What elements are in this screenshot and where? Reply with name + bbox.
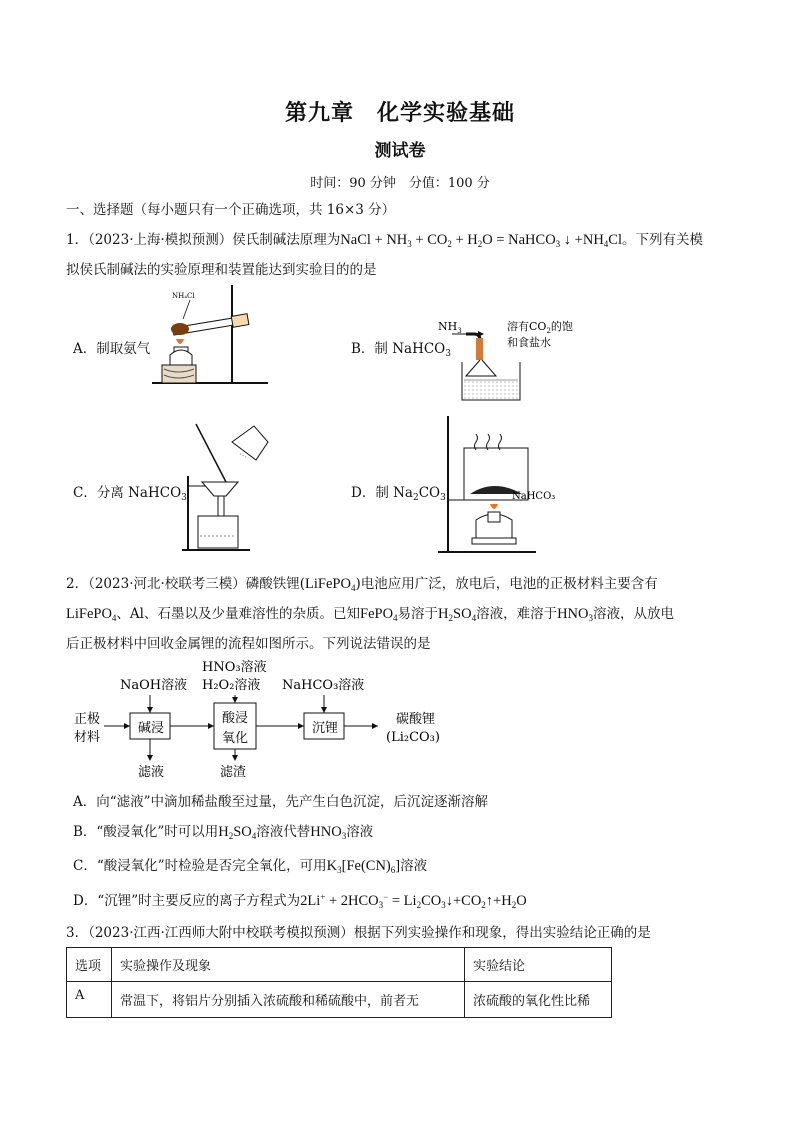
q3-row-a-conclusion: 浓硫酸的氧化性比稀 xyxy=(465,982,612,1018)
q3-row-a-option: A xyxy=(67,982,112,1018)
q1-stem-line1: 1．（2023·上海·模拟预测）侯氏制碱法原理为NaCl + $NH_3 + CO_2 + H_2O$ = NaHCO$_3$ ↓ $+NH_4Cl$。下列有关模 xyxy=(66,232,703,249)
q3-header-conclusion: 实验结论 xyxy=(465,948,612,982)
q3-header-option: 选项 xyxy=(67,948,112,982)
apparatus-c-figure xyxy=(180,418,280,554)
apparatus-a-label: NH₄Cl xyxy=(172,292,195,300)
q2-option-b: B．“酸浸氧化”时可以用$H_2SO_4$溶液代替$HNO_3$溶液 xyxy=(73,824,374,841)
flow-start-line1: 正极 xyxy=(74,712,101,727)
q3-header-operation: 实验操作及现象 xyxy=(112,948,465,982)
recovery-flowchart xyxy=(66,655,486,785)
flow-reagent-h2o2: H₂O₂溶液 xyxy=(202,678,261,693)
q1-option-c: C．分离 NaHCO$_3$ xyxy=(73,485,187,503)
exam-meta: 时间：90 分钟 分值：100 分 xyxy=(310,176,490,191)
flow-reagent-naoh: NaOH溶液 xyxy=(120,678,188,693)
q2-stem-line2: LiFePO$_4$、Al、石墨以及少量难溶性的杂质。已知FePO$_4$易溶于$H_2SO_4$溶液，难溶于$HNO_3$溶液，从放电 xyxy=(66,606,674,623)
table-row xyxy=(67,982,612,1018)
flow-reagent-hno3: HNO₃溶液 xyxy=(202,660,267,675)
apparatus-d-label: NaHCO₃ xyxy=(512,491,556,502)
flow-reagent-nahco3: NaHCO₃溶液 xyxy=(282,678,365,693)
page-title: 第九章 化学实验基础 xyxy=(284,101,515,126)
q2-option-a: A．向“滤液”中滴加稀盐酸至过量，先产生白色沉淀，后沉淀逐渐溶解 xyxy=(73,794,489,810)
q1-stem-line2: 拟侯氏制碱法的实验原理和装置能达到实验目的的是 xyxy=(66,262,377,278)
q2-option-c: C．“酸浸氧化”时检验是否完全氧化，可用$K_3[Fe(CN)_6]$溶液 xyxy=(73,858,428,875)
q1-option-a: A．制取氨气 xyxy=(73,341,151,357)
q1-option-b: B．制 NaHCO$_3$ xyxy=(351,341,451,359)
flow-waste-filtrate: 滤液 xyxy=(138,765,165,780)
flow-product-line1: 碳酸锂 xyxy=(396,712,436,727)
q3-stem: 3．（2023·江西·江西师大附中校联考模拟预测）根据下列实验操作和现象，得出实验结论正确的是 xyxy=(66,925,651,941)
page-subtitle: 测试卷 xyxy=(374,141,426,161)
flow-waste-residue: 滤渣 xyxy=(220,765,247,780)
q3-row-a-operation: 常温下，将铝片分别插入浓硫酸和稀硫酸中，前者无 xyxy=(112,982,465,1018)
q2-stem-line3: 后正极材料中回收金属锂的流程如图所示。下列说法错误的是 xyxy=(66,636,431,652)
q3-table-header-row xyxy=(67,948,612,982)
flow-box-alkali-leach: 碱浸 xyxy=(138,721,165,736)
apparatus-b-text1: 溶有$CO_2$的饱 xyxy=(507,320,573,335)
flow-box-acid-leach-1: 酸浸 xyxy=(222,711,249,726)
section-heading: 一、选择题（每小题只有一个正确选项，共 16×3 分） xyxy=(66,202,396,218)
flow-product-line2: (Li₂CO₃) xyxy=(386,730,440,745)
q2-stem-line1: 2．（2023·河北·校联考三模）磷酸铁锂(LiFePO$_4$)电池应用广泛，放电后，电池的正极材料主要含有 xyxy=(66,576,658,593)
apparatus-a-figure xyxy=(150,283,270,387)
q1-option-d: D．制 $Na_2CO_3$ xyxy=(351,485,446,503)
apparatus-b-gas: $NH_3$ xyxy=(438,320,462,335)
q3-table xyxy=(66,947,612,1018)
apparatus-b-text2: 和食盐水 xyxy=(507,336,551,349)
q2-option-d: D．“沉锂”时主要反应的离子方程式为$2Li^+ + 2HCO_3^-$ = $Li_2CO_3↓+CO_2↑+H_2O$ xyxy=(73,892,527,910)
apparatus-b-figure xyxy=(436,312,586,407)
flow-box-acid-leach-2: 氧化 xyxy=(222,731,249,746)
flow-box-precipitate-li: 沉锂 xyxy=(312,721,339,736)
flow-start-line2: 材料 xyxy=(74,730,101,745)
apparatus-d-figure xyxy=(432,412,582,557)
